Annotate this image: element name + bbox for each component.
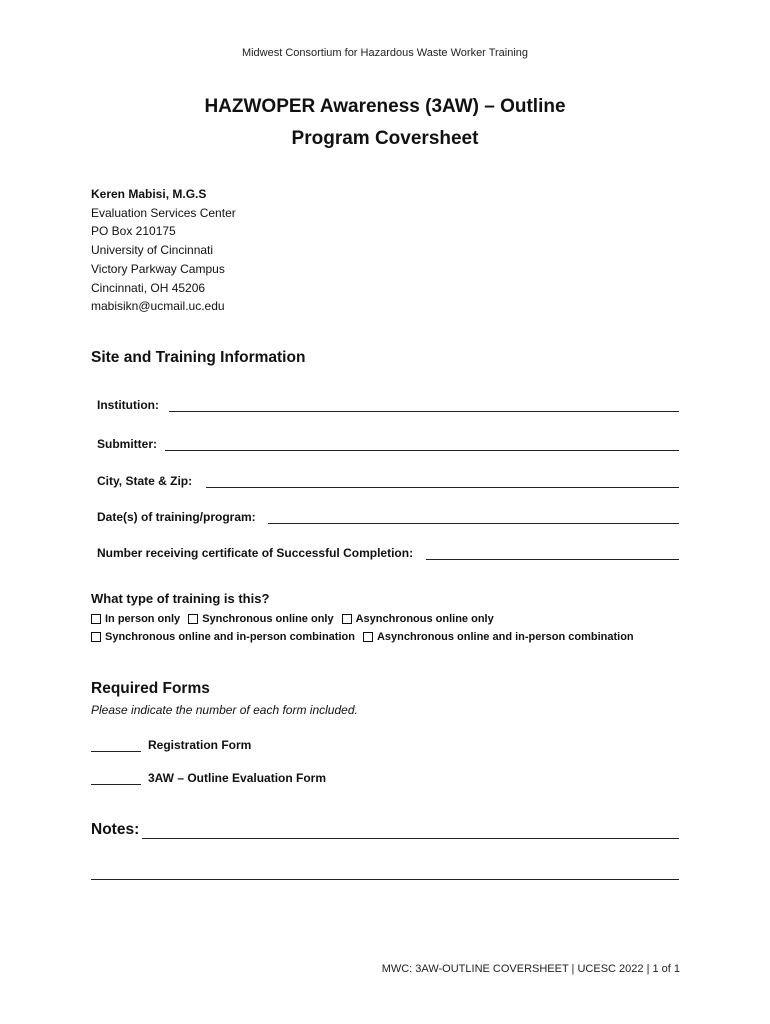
certificate-count-label: Number receiving certificate of Successful Completion: <box>97 546 414 560</box>
required-forms-instruction: Please indicate the number of each form included. <box>91 703 358 717</box>
contact-address-block <box>91 185 236 316</box>
institution-field <box>97 392 679 412</box>
notes-label: Notes: <box>91 821 140 838</box>
training-dates-field <box>97 504 679 524</box>
page-title-line2: Program Coversheet <box>291 128 479 149</box>
option-asynchronous-online-only[interactable] <box>342 613 494 625</box>
registration-form-row <box>91 738 251 752</box>
checkbox[interactable] <box>188 614 198 624</box>
address-line: University of Cincinnati <box>91 243 214 258</box>
page-title-line1: HAZWOPER Awareness (3AW) – Outline <box>204 96 566 117</box>
registration-form-count-line[interactable] <box>91 739 141 752</box>
address-line: Evaluation Services Center <box>91 205 236 220</box>
institution-input-line[interactable] <box>169 397 679 412</box>
notes-field <box>91 821 679 839</box>
contact-name: Keren Mabisi, M.G.S <box>91 187 207 201</box>
option-synchronous-online-only[interactable] <box>188 613 333 625</box>
training-type-options-row1 <box>91 613 502 625</box>
option-asynchronous-combination[interactable] <box>363 631 634 643</box>
training-type-options-row2 <box>91 631 642 643</box>
notes-input-line[interactable] <box>142 822 679 839</box>
submitter-field <box>97 431 679 451</box>
city-state-zip-input-line[interactable] <box>206 473 679 488</box>
certificate-count-input-line[interactable] <box>426 545 679 560</box>
option-label: Asynchronous online only <box>355 613 494 625</box>
submitter-label: Submitter: <box>97 437 157 451</box>
city-state-zip-field <box>97 468 679 488</box>
submitter-input-line[interactable] <box>165 436 679 451</box>
option-label: Synchronous online and in-person combination <box>105 631 355 643</box>
evaluation-form-count-line[interactable] <box>91 772 141 785</box>
training-dates-label: Date(s) of training/program: <box>97 510 256 524</box>
notes-second-line[interactable] <box>91 879 679 880</box>
site-section-heading: Site and Training Information <box>91 349 306 366</box>
page-footer: MWC: 3AW-OUTLINE COVERSHEET | UCESC 2022 | 1 of 1 <box>381 963 680 975</box>
address-line: Victory Parkway Campus <box>91 261 225 276</box>
registration-form-label: Registration Form <box>148 738 252 752</box>
option-synchronous-combination[interactable] <box>91 631 355 643</box>
address-line: Cincinnati, OH 45206 <box>91 280 206 295</box>
option-label: Synchronous online only <box>202 613 334 625</box>
institution-label: Institution: <box>97 398 159 412</box>
required-forms-heading: Required Forms <box>91 680 210 697</box>
document-header: Midwest Consortium for Hazardous Waste Worker Training <box>241 47 529 59</box>
option-in-person-only[interactable] <box>91 613 180 625</box>
evaluation-form-row <box>91 771 326 785</box>
option-label: Asynchronous online and in-person combination <box>376 631 634 643</box>
checkbox[interactable] <box>363 632 373 642</box>
address-line: PO Box 210175 <box>91 224 176 239</box>
training-dates-input-line[interactable] <box>268 509 679 524</box>
checkbox[interactable] <box>91 632 101 642</box>
city-state-zip-label: City, State & Zip: <box>97 474 193 488</box>
certificate-count-field <box>97 540 679 560</box>
checkbox[interactable] <box>342 614 352 624</box>
option-label: In person only <box>105 613 181 625</box>
training-type-question: What type of training is this? <box>91 591 270 606</box>
checkbox[interactable] <box>91 614 101 624</box>
evaluation-form-label: 3AW – Outline Evaluation Form <box>148 771 327 785</box>
contact-email: mabisikn@ucmail.uc.edu <box>91 299 225 314</box>
